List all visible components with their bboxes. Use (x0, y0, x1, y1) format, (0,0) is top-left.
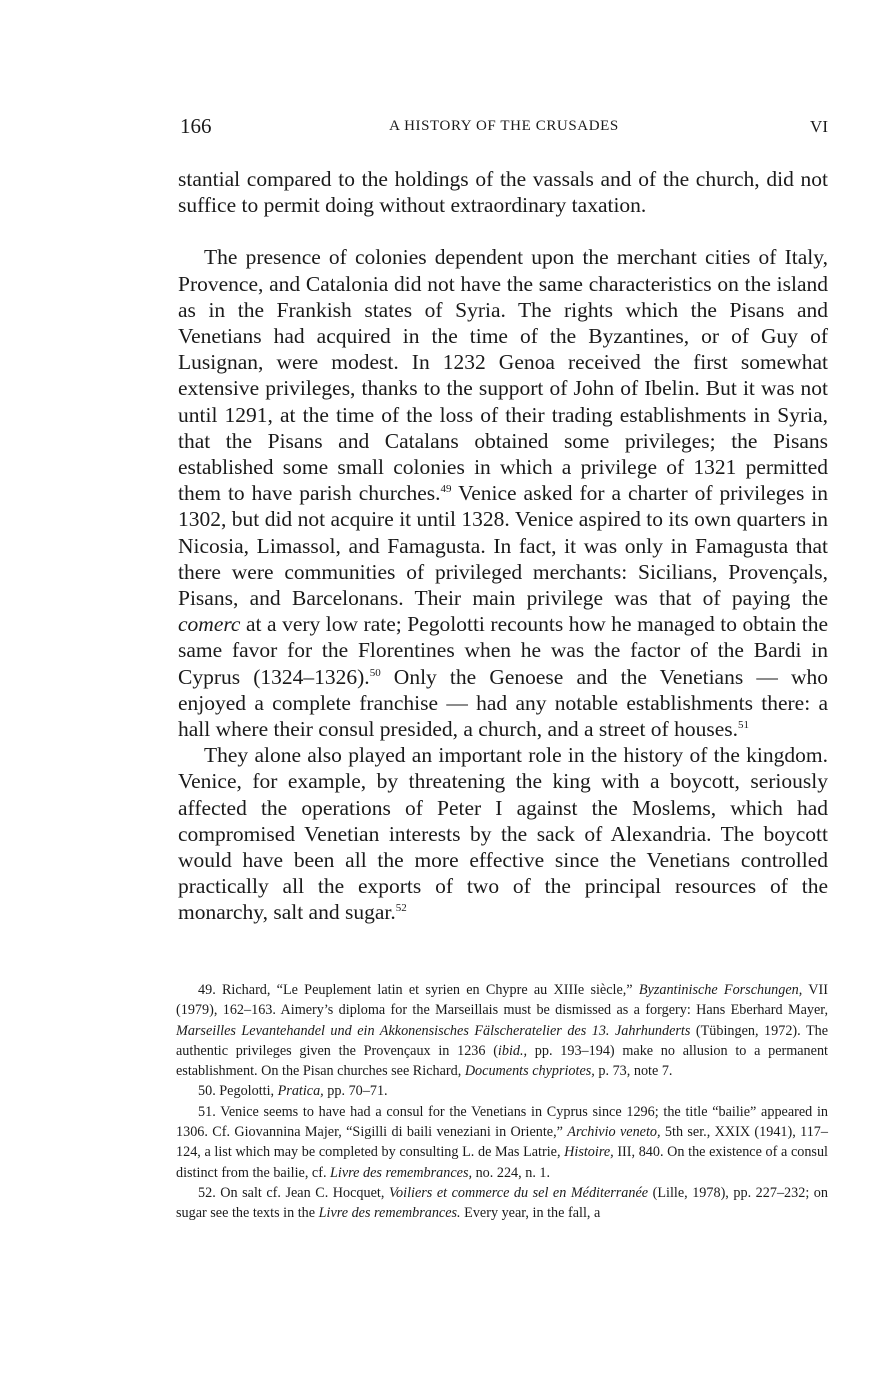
footnote-ref-52: 52 (395, 902, 407, 915)
footnotes (176, 980, 828, 1224)
footnote-ref-49: 49 (440, 483, 452, 496)
footnote-50: 50. Pegolotti, Pratica, pp. 70–71. (198, 1083, 388, 1100)
footnote-52: 52. On salt cf. Jean C. Hocquet, Voiliers et commerce du sel en Méditerranée (Lille, 1978), pp. 227–232; on sugar see the texts in the Livre des remembrances. Every year, in the fall, a (176, 1184, 828, 1222)
footnote-ref-50: 50 (369, 666, 381, 679)
running-title: A HISTORY OF THE CRUSADES (389, 118, 619, 134)
volume-number: VI (810, 117, 828, 136)
footnote-ref-51: 51 (738, 719, 749, 732)
main-text (178, 166, 828, 926)
page-number: 166 (180, 114, 212, 138)
footnote-51: 51. Venice seems to have had a consul for the Venetians in Cyprus since 1296; the title “bailie” appeared in 1306. Cf. Giovannina Majer, “Sigilli di baili veneziani in Oriente,” Archivio veneto, 5th ser., XXIX (1941), 117–124, a list which may be completed by consulting L. de Mas Latrie, Histoire, III, 840. On the existence of a consul distinct from the bailie, cf. Livre des remembrances, no. 224, n. 1. (176, 1103, 828, 1181)
footnote-49: 49. Richard, “Le Peuplement latin et syrien en Chypre au XIIIe siècle,” Byzantinische Forschungen, VII (1979), 162–163. Aimery’s diploma for the Marseillais must be dismissed as a forgery: Hans Eberhard Mayer, Marseilles Levantehandel und ein Akkonensisches Fälscheratelier des 13. Jahrhunderts (Tübingen, 1972). The authentic privileges given the Provençaux in 1236 (ibid., pp. 193–194) make no allusion to a permanent establishment. On the Pisan churches see Richard, Documents chypriotes, p. 73, note 7. (176, 982, 829, 1080)
running-header (180, 114, 828, 144)
paragraph-venice-boycott: They alone also played an important role in the history of the kingdom. Venice, for example, by threatening the king with a boycott, seriously affected the operations of Peter I against the Moslems, which had compromised Venetian interests by the sack of Alexandria. The boycott would have been all the more effective since the Venetians controlled practically all the exports of two of the principal resources of the monarchy, salt and sugar.$^{52}$ (178, 743, 828, 925)
italic-term: comerc (178, 612, 241, 637)
paragraph-colonies: The presence of colonies dependent upon the merchant cities of Italy, Provence, and Catalonia did not have the same characteristics on the island as in the Frankish states of Syria. The rights which the Pisans and Venetians had acquired in the time of the Byzantines, or of Guy of Lusignan, were modest. In 1232 Genoa received the first somewhat extensive privileges, thanks to the support of John of Ibelin. But it was not until 1291, at the time of the loss of their trading establishments in Syria, that the Pisans and Catalans obtained some privileges; the Pisans established some small colonies in which a privilege of 1321 permitted them to have parish churches.$^{49}$ Venice asked for a charter of privileges in 1302, but did not acquire it until 1328. Venice aspired to its own quarters in Nicosia, Limassol, and Famagusta. In fact, it was only in Famagusta that there were communities of privileged merchants: Sicilians, Provençals, Pisans, and Barcelonans. Their main privilege was that of paying the comerc at a very low rate; Pegolotti recounts how he managed to obtain the same favor for the Florentines when he was the factor of the Bardi in Cyprus (1324–1326).$^{50}$ Only the Genoese and the Venetians — who enjoyed a complete franchise — had any notable establishments there: a hall where their consul presided, a church, and a street of houses.$^{51}$ (178, 245, 828, 742)
paragraph-continued: stantial compared to the holdings of the vassals and of the church, did not suffice to permit doing without extraordinary taxation. (178, 167, 828, 218)
